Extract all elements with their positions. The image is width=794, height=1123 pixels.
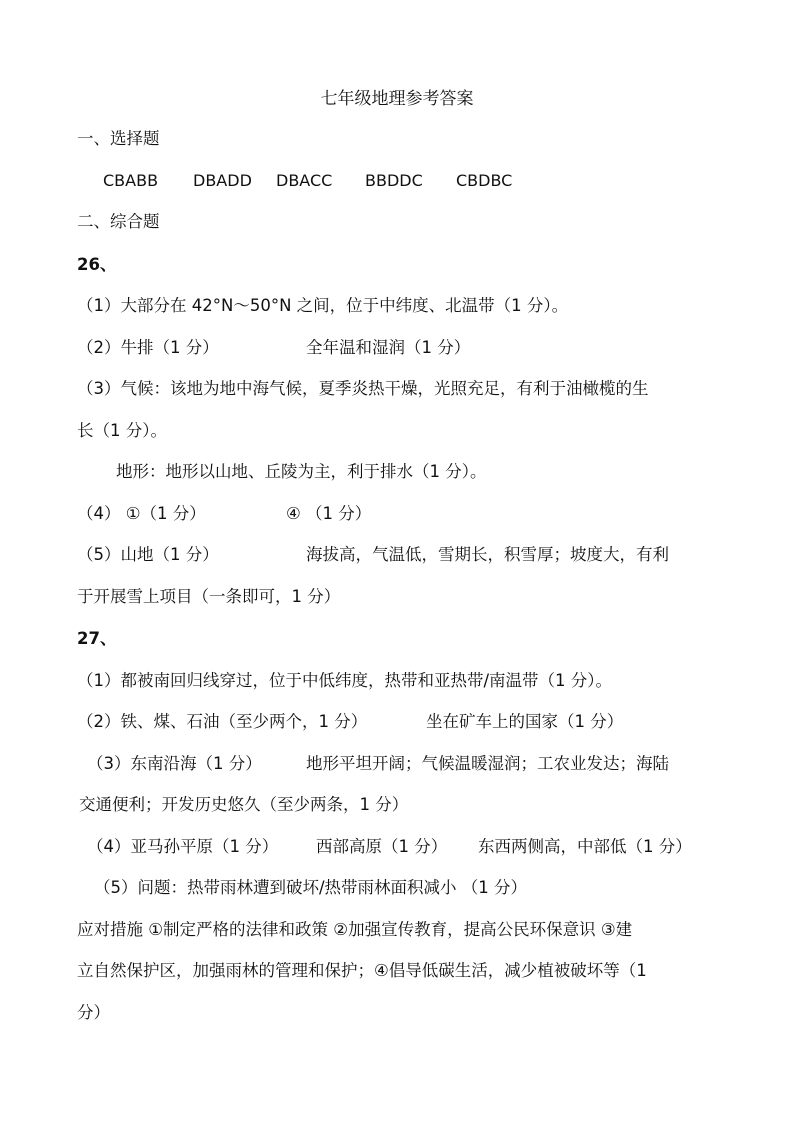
question-26-label: 26、 <box>77 255 117 274</box>
q26-part5-b: 海拔高，气温低，雪期长，积雪厚；坡度大，有利 <box>306 545 669 564</box>
q26-part2-b: 全年温和湿润（1 分） <box>306 338 471 357</box>
answer-group-3: DBACC <box>276 171 333 190</box>
q27-part3-line2: 交通便利；开发历史悠久（至少两条，1 分） <box>79 795 409 814</box>
q27-part4-b: 西部高原（1 分） <box>316 837 448 856</box>
section-heading-comprehensive: 二、综合题 <box>77 212 160 231</box>
q26-part4-a: （4） ①（1 分） <box>77 504 206 523</box>
q26-part3-terrain: 地形：地形以山地、丘陵为主，利于排水（1 分）。 <box>116 462 487 481</box>
section-heading-choice: 一、选择题 <box>77 129 160 148</box>
q27-part5-problem: （5）问题：热带雨林遭到破坏/热带雨林面积减小 （1 分） <box>94 878 528 897</box>
answer-group-2: DBADD <box>193 171 252 190</box>
q27-part5-measures-line1: 应对措施 ①制定严格的法律和政策 ②加强宣传教育，提高公民环保意识 ③建 <box>77 920 633 939</box>
question-27-label: 27、 <box>77 629 117 648</box>
page-title: 七年级地理参考答案 <box>320 89 474 109</box>
q26-part5-line2: 于开展雪上项目（一条即可，1 分） <box>77 587 341 606</box>
q27-part2-b: 坐在矿车上的国家（1 分） <box>426 712 624 731</box>
q27-part4-a: （4）亚马孙平原（1 分） <box>87 837 279 856</box>
q26-part1: （1）大部分在 42°N～50°N 之间，位于中纬度、北温带（1 分）。 <box>77 296 569 315</box>
q27-part3-a: （3）东南沿海（1 分） <box>87 754 262 773</box>
answer-group-4: BBDDC <box>365 171 423 190</box>
q27-part1: （1）都被南回归线穿过，位于中低纬度，热带和亚热带/南温带（1 分）。 <box>77 671 613 690</box>
q26-part3-line1: （3）气候：该地为地中海气候，夏季炎热干燥，光照充足，有利于油橄榄的生 <box>77 379 649 398</box>
q27-part4-c: 东西两侧高，中部低（1 分） <box>478 837 692 856</box>
q27-part3-b: 地形平坦开阔；气候温暖湿润；工农业发达；海陆 <box>306 754 669 773</box>
q27-part5-measures-line2: 立自然保护区，加强雨林的管理和保护；④倡导低碳生活，减少植被破坏等（1 <box>77 961 647 980</box>
q26-part2-a: （2）牛排（1 分） <box>77 338 219 357</box>
q26-part3-line2: 长（1 分）。 <box>77 421 167 440</box>
q27-part2-a: （2）铁、煤、石油（至少两个，1 分） <box>77 712 368 731</box>
q26-part5-a: （5）山地（1 分） <box>77 545 219 564</box>
q27-part5-measures-line3: 分） <box>77 1003 110 1022</box>
answer-group-1: CBABB <box>103 171 159 190</box>
q26-part4-b: ④ （1 分） <box>286 504 372 523</box>
answer-group-5: CBDBC <box>456 171 513 190</box>
